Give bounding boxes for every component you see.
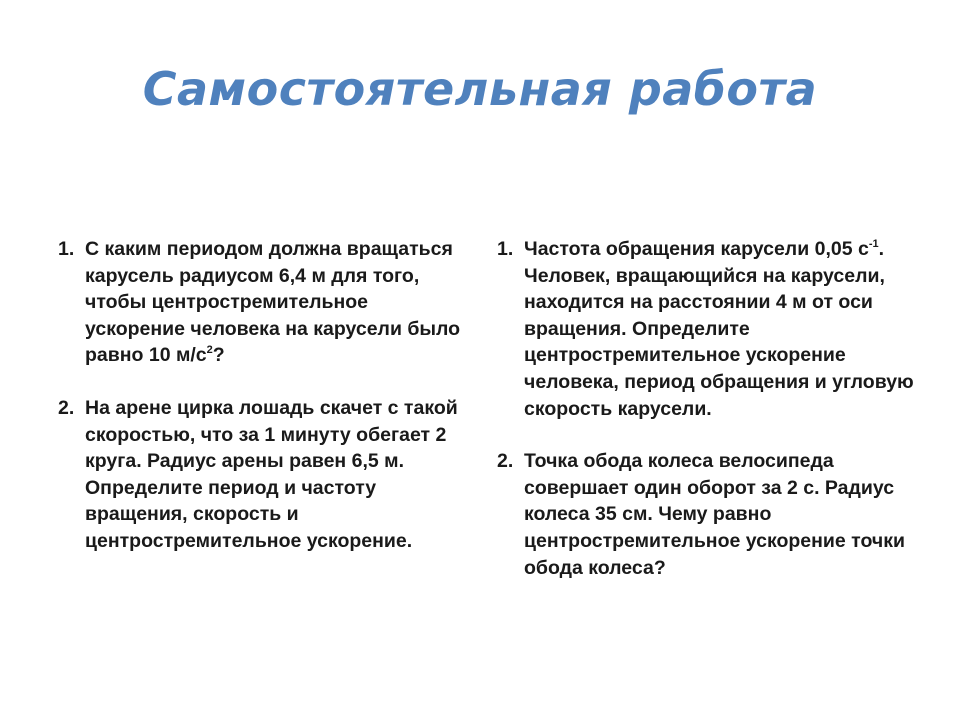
task-item bbox=[497, 448, 917, 581]
task-text-tail: ? bbox=[212, 344, 225, 367]
slide-title: Самостоятельная работа bbox=[142, 62, 818, 116]
task-text-main: На арене цирка лошадь скачет с такой скоростью, что за 1 минуту обегает 2 круга. Радиус арены равен 6,5 м. Определите период и частоту вращения, скорость и центростремительное ускорение. bbox=[85, 396, 458, 552]
task-text bbox=[85, 395, 468, 555]
task-number: 2. bbox=[497, 450, 514, 473]
task-text bbox=[524, 448, 917, 581]
task-text-tail: . Человек, вращающийся на карусели, находится на расстоянии 4 м от оси вращения. Определите центростремительное ускорение человека, период обращения и угловую скорость карусели. bbox=[524, 238, 914, 420]
task-number: 1. bbox=[58, 238, 75, 260]
task-text bbox=[85, 236, 468, 369]
task-item bbox=[497, 236, 917, 422]
task-text-main: Частота обращения карусели 0,05 с bbox=[524, 238, 869, 260]
task-item bbox=[58, 395, 468, 555]
task-text-main: С каким периодом должна вращаться карусель радиусом 6,4 м для того, чтобы центростремительное ускорение человека на карусели было равно 10 м/с bbox=[85, 238, 461, 367]
task-text bbox=[524, 236, 917, 422]
task-number: 1. bbox=[497, 238, 514, 260]
left-column-variant-1 bbox=[58, 236, 468, 581]
task-text-main: Точка обода колеса велосипеда совершает один оборот за 2 с. Радиус колеса 35 см. Чему равно центростремительное ускорение точки обода колеса? bbox=[524, 450, 905, 579]
task-number: 2. bbox=[58, 396, 75, 419]
task-superscript: 2 bbox=[206, 343, 213, 356]
task-item bbox=[58, 236, 468, 369]
right-column-variant-2 bbox=[497, 236, 917, 607]
task-superscript: -1 bbox=[868, 237, 879, 250]
